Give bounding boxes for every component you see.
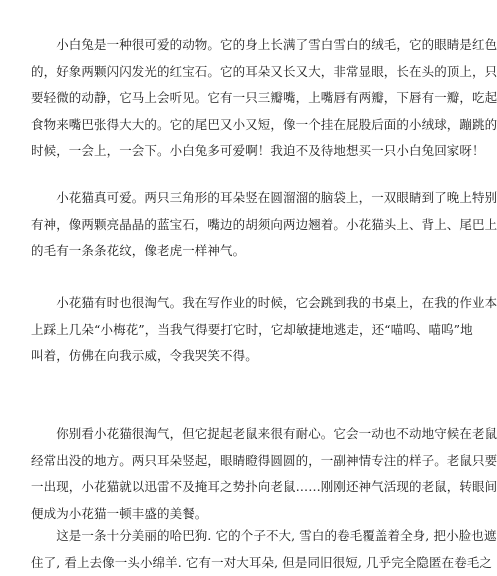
text-line: 的毛有一条条花纹，像老虎一样神气。	[31, 238, 465, 265]
paragraph-rabbit	[31, 32, 465, 165]
text-line: 有神，像两颗亮晶晶的蓝宝石，嘴边的胡须向两边翘着。小花猫头上、背上、尾巴上	[31, 212, 465, 239]
text-line: 小花猫有时也很淘气。我在写作业的时候，它会跳到我的书桌上，在我的作业本	[31, 290, 465, 317]
text-line: 要轻微的动静，它马上会听见。它有一只三瓣嘴，上嘴唇有两瓣，下唇有一瓣，吃起	[31, 85, 465, 112]
paragraph-cat-mouse	[31, 421, 465, 527]
text-line: 便成为小花猫一顿丰盛的美餐。	[31, 501, 465, 528]
text-line: 这是一条十分美丽的哈巴狗. 它的个子不大, 雪白的卷毛覆盖着全身, 把小脸也遮	[31, 523, 465, 550]
paragraph-dog	[31, 523, 465, 576]
text-line: 食物来嘴巴张得大大的。它的尾巴又小又短，像一个挂在屁股后面的小绒球，蹦跳的	[31, 112, 465, 139]
text-line: 叫着，仿佛在向我示威，令我哭笑不得。	[31, 343, 465, 370]
text-line: 一出现，小花猫就以迅雷不及掩耳之势扑向老鼠……刚刚还神气活现的老鼠，转眼间	[31, 474, 465, 501]
text-line: 经常出没的地方。两只耳朵竖起，眼睛瞪得圆圆的，一副神情专注的样子。老鼠只要	[31, 448, 465, 475]
text-line: 你别看小花猫很淘气，但它捉起老鼠来很有耐心。它会一动也不动地守候在老鼠	[31, 421, 465, 448]
text-line: 住了, 看上去像一头小绵羊. 它有一对大耳朵, 但是同旧很短, 几乎完全隐匿在卷毛之	[31, 550, 465, 576]
paragraph-cat-naughty	[31, 290, 465, 370]
text-line: 上踩上几朵“小梅花”，当我气得要打它时，它却敏捷地逃走，还“喵呜、喵呜”地	[31, 317, 465, 344]
text-line: 时候，一会上，一会下。小白兔多可爱啊！我迫不及待地想买一只小白兔回家呀！	[31, 138, 465, 165]
text-line: 小花猫真可爱。两只三角形的耳朵竖在圆溜溜的脑袋上，一双眼睛到了晚上特别	[31, 185, 465, 212]
paragraph-cat-appearance	[31, 185, 465, 265]
text-line: 小白兔是一种很可爱的动物。它的身上长满了雪白雪白的绒毛，它的眼睛是红色	[31, 32, 465, 59]
text-line: 的，好象两颗闪闪发光的红宝石。它的耳朵又长又大，非常显眼，长在头的顶上，只	[31, 59, 465, 86]
